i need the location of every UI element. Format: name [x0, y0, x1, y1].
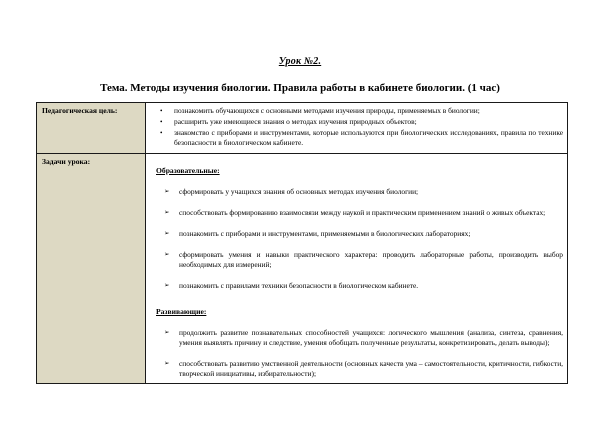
lesson-plan-table: [36, 102, 568, 384]
list-item: [148, 208, 563, 218]
disc-bullet-icon: •: [160, 107, 163, 115]
list-item: [148, 106, 563, 116]
goal-label-cell: [37, 103, 146, 154]
arrow-bullet-icon: ➢: [164, 251, 170, 259]
task-text: сформировать у учащихся знания об основных методах изучения биологии;: [179, 187, 419, 197]
table-row: [37, 103, 568, 154]
list-item: [148, 117, 563, 127]
list-item: [148, 281, 563, 291]
arrow-bullet-icon: ➢: [164, 188, 170, 196]
task-text: способствовать развитию умственной деятельности (основных качеств ума – самостоятельности, критичности, гибкости, творческой инициативы, избирательности);: [179, 359, 563, 379]
tasks-label-cell: [37, 153, 146, 383]
list-item: [148, 328, 563, 348]
goal-bullet-text: знакомство с приборами и инструментами, которые используются при биологических исследованиях, правила по технике безопасности в биологическом кабинете.: [174, 128, 563, 147]
task-text: познакомить с правилами техники безопасности в биологическом кабинете.: [179, 281, 419, 291]
list-item: [148, 128, 563, 148]
arrow-bullet-icon: ➢: [164, 329, 170, 337]
table-row: [37, 153, 568, 383]
goal-bullet-text: познакомить обучающихся с основными методами изучения природы, применяемых в биологии;: [174, 106, 480, 115]
list-item: [148, 187, 563, 197]
arrow-bullet-icon: ➢: [164, 209, 170, 217]
lesson-topic: Тема. Методы изучения биологии. Правила работы в кабинете биологии. (1 час): [100, 82, 500, 94]
section-heading-developmental: Развивающие:: [156, 307, 207, 317]
disc-bullet-icon: •: [160, 129, 163, 137]
arrow-bullet-icon: ➢: [164, 230, 170, 238]
task-text: продолжить развитие познавательных способностей учащихся: логического мышления (анализа, синтеза, сравнения, умения выявлять причину и следствие, умения обобщать полученные результаты, конкретизировать, делать выводы);: [179, 328, 563, 348]
goal-bullet-text: расширить уже имеющиеся знания о методах изучения природных объектов;: [174, 117, 417, 126]
list-item: [148, 359, 563, 379]
section-heading-educational: Образовательные:: [156, 165, 220, 175]
list-item: [148, 229, 563, 239]
tasks-content-cell: [146, 153, 568, 383]
task-text: сформировать умения и навыки практического характера: проводить лабораторные работы, производить выбор необходимых для измерений;: [179, 250, 563, 270]
arrow-bullet-icon: ➢: [164, 360, 170, 368]
goal-content-cell: [146, 103, 568, 154]
task-text: способствовать формированию взаимосвязи между наукой и практическим применением знаний о живых объектах;: [179, 208, 546, 218]
list-item: [148, 250, 563, 270]
disc-bullet-icon: •: [160, 118, 163, 126]
tasks-label: Задачи урока:: [42, 156, 91, 166]
lesson-title: Урок №2.: [278, 56, 322, 67]
goal-label: Педагогическая цель:: [42, 106, 118, 115]
arrow-bullet-icon: ➢: [164, 282, 170, 290]
task-text: познакомить с приборами и инструментами, применяемыми в биологических лабораториях;: [179, 229, 471, 239]
